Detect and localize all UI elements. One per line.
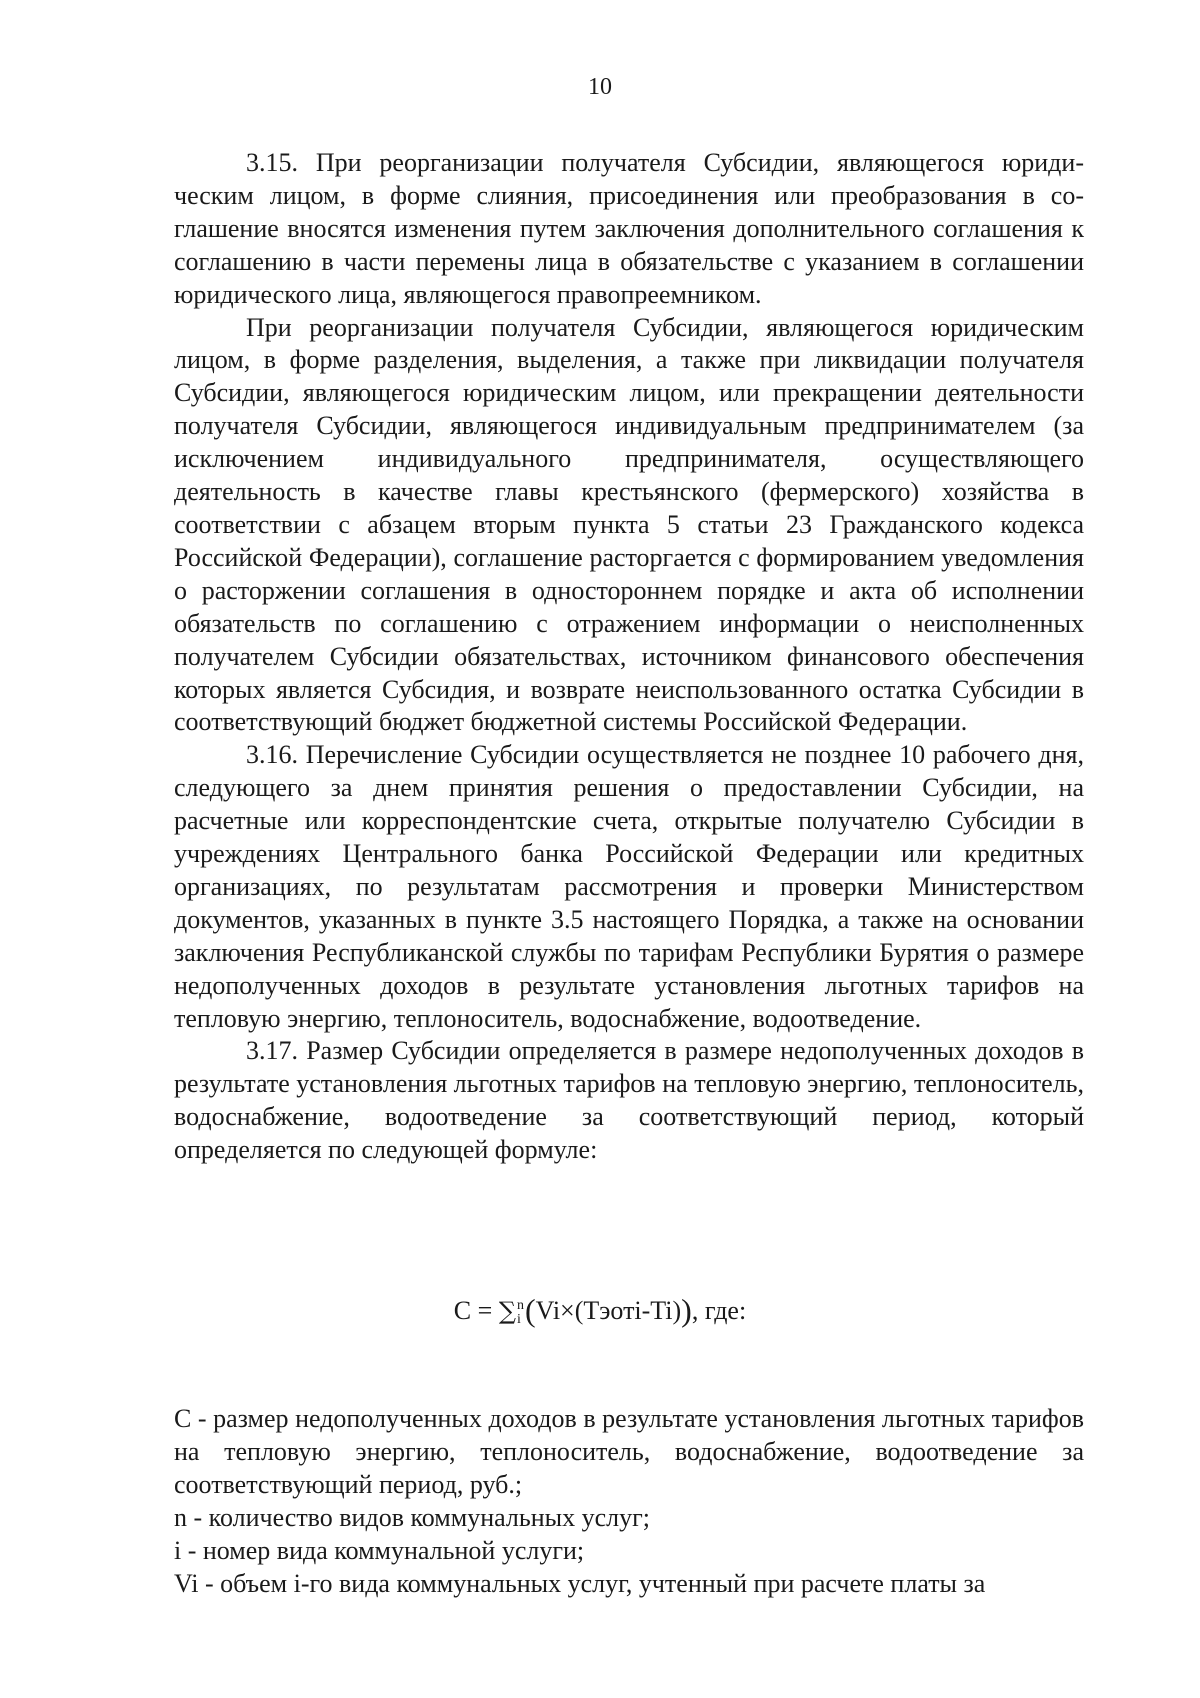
document-body [174, 147, 1084, 1167]
subsidy-formula [0, 1290, 1200, 1331]
sum-symbol: ∑ [498, 1297, 516, 1325]
paragraph-3-16: 3.16. Перечисление Субсидии осуществляется не позднее 10 рабочего дня, следующего за днем принятия решения о предоставлении Субсидии, на расчетные или корреспондентские счета, открытые получателю Субсидии в учреждениях Центрального банка Российской Федерации или кредитных организациях, по результатам рассмотрения и проверки Министерством документов, указанных в пункте 3.5 настоящего Порядка, а также на основании заключения Республиканской службы по тарифам Республики Бурятия о размере недополученных доходов в результате установления льготных тарифов на тепловую энергию, теплоноситель, водоснабжение, водоотведение. [174, 740, 1084, 1033]
formula-open-paren: ( [524, 1292, 536, 1328]
formula-close-paren: ) [681, 1292, 692, 1328]
page-number: 10 [588, 74, 612, 100]
paragraph-3-17: 3.17. Размер Субсидии определяется в размере недополученных доходов в результате установления льготных тарифов на тепловую энергию, теплоноситель, водоснабжение, водоотведение за соответствующий период, который определяется по следующей формуле: [174, 1036, 1084, 1165]
formula-definitions [174, 1403, 1084, 1600]
definition-n: n - количество видов коммунальных услуг; [174, 1502, 650, 1532]
definition-i: i - номер вида коммунальной услуги; [174, 1535, 585, 1565]
definition-c: C - размер недополученных доходов в результате установления льготных тарифов на тепловую энергию, теплоноситель, водоснабжение, водоотведение за соответствующий период, руб.; [174, 1404, 1084, 1499]
sum-lower-limit: i [516, 1312, 521, 1328]
definition-vi: Vi - объем i-го вида коммунальных услуг, учтенный при расчете платы за [174, 1568, 986, 1598]
formula-suffix: , где: [691, 1296, 747, 1325]
formula-body: Vi×(Tэотi-Ti) [535, 1296, 682, 1325]
sum-limits [517, 1299, 524, 1327]
paragraph-3-15: 3.15. При реорганизации получателя Субсидии, являющегося юридическим лицом, в форме слияния, присоединения или преобразования в соглашение вносятся изменения путем заключения дополнительного соглашения к соглашению в части перемены лица в обязательстве с указанием в соглашении юридического лица, являющегося правопреемником. [174, 148, 1084, 309]
sum-upper-limit: n [516, 1298, 524, 1314]
formula-lhs: C = [453, 1296, 499, 1325]
paragraph-reorganization: При реорганизации получателя Субсидии, являющегося юридическим лицом, в форме разделения, выделения, а также при ликвидации получателя Субсидии, являющегося юридическим лицом, или прекращении деятельности получателя Субсидии, являющегося индивидуальным предпринимателем (за исключением индивидуального предпринимателя, осуществляющего деятельность в качестве главы крестьянского (фермерского) хозяйства в соответствии с абзацем вторым пункта 5 статьи 23 Гражданского кодекса Российской Федерации), соглашение расторгается с формированием уведомления о расторжении соглашения в одностороннем порядке и акта об исполнении обязательств по соглашению с отражением информации о неисполненных получателем Субсидии обязательствах, источником финансового обеспечения которых является Субсидия, и возврате неиспользованного остатка Субсидии в соответствующий бюджет бюджетной системы Российской Федерации. [174, 312, 1084, 737]
